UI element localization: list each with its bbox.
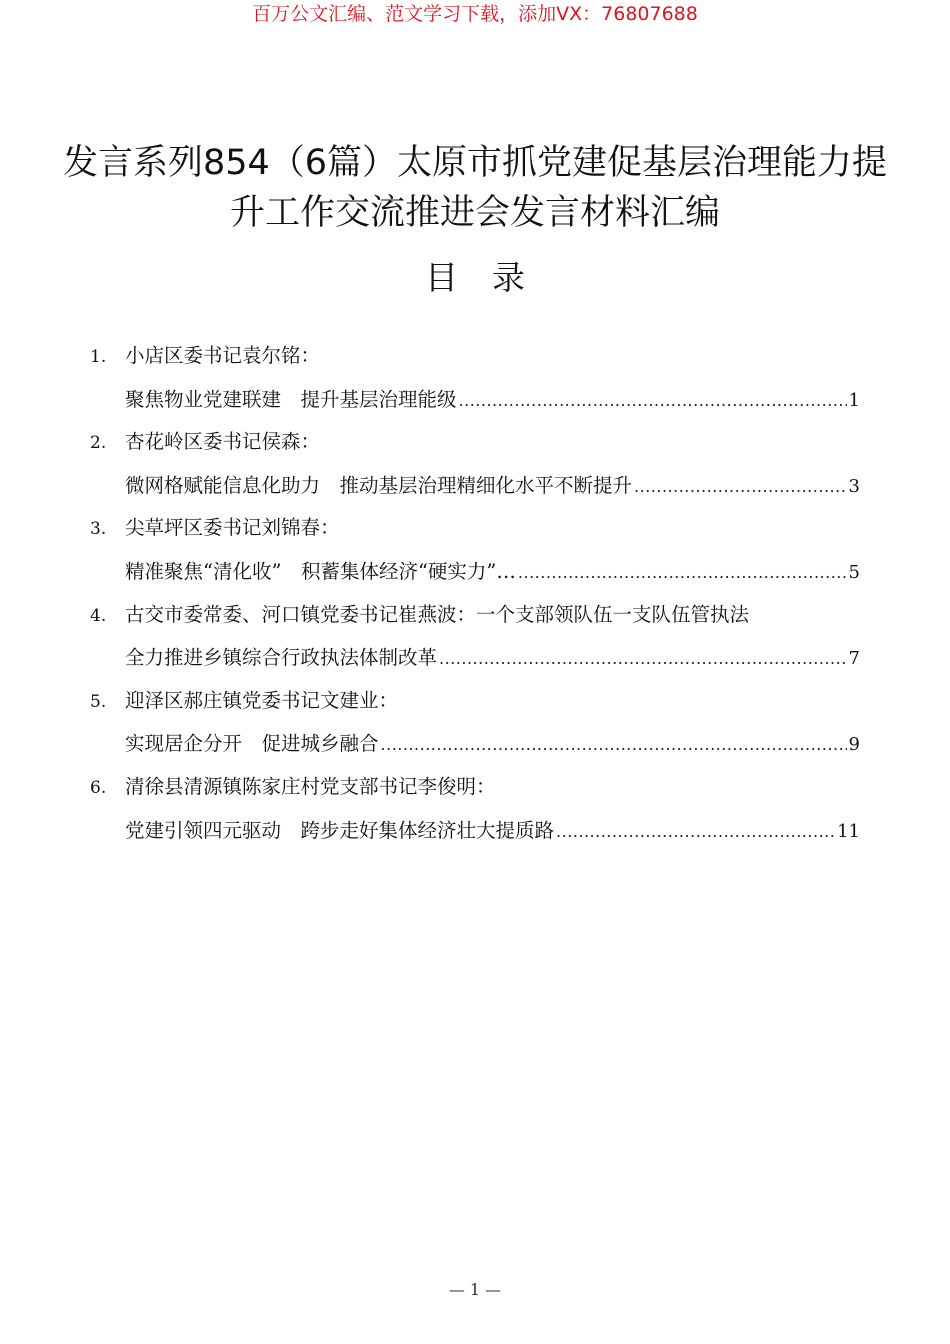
dot-leader	[459, 380, 847, 422]
document-title: 发言系列854（6篇）太原市抓党建促基层治理能力提升工作交流推进会发言材料汇编	[62, 143, 888, 233]
toc-entry-author: 杏花岭区委书记侯森：	[125, 430, 321, 454]
toc-entry[interactable]	[90, 594, 860, 680]
toc-entry-number: 5.	[90, 691, 107, 712]
toc-entry-page-number: 1	[848, 389, 860, 411]
toc-entry-title-line[interactable]	[90, 810, 860, 853]
dot-leader	[381, 724, 847, 766]
page-footer-number: — 1 —	[448, 1280, 502, 1299]
toc-entry[interactable]	[90, 335, 860, 421]
toc-entry-author-line	[90, 421, 860, 465]
toc-entry-title: 实现居企分开 促进城乡融合	[125, 732, 379, 756]
toc-entry-number: 4.	[90, 605, 107, 626]
toc-entry-title-line[interactable]	[90, 551, 860, 594]
toc-entry-author-line	[90, 680, 860, 724]
toc-entry-author-line	[90, 335, 860, 379]
toc-entry-page-number: 3	[848, 475, 860, 497]
toc-entry-title: 全力推进乡镇综合行政执法体制改革	[125, 646, 438, 670]
toc-entry[interactable]	[90, 421, 860, 507]
toc-entry-title-line[interactable]	[90, 379, 860, 422]
toc-entry-author-line	[90, 766, 860, 810]
toc-entry-author-line	[90, 594, 860, 638]
toc-entry[interactable]	[90, 680, 860, 766]
toc-entry-page-number: 11	[837, 820, 860, 842]
toc-entry-title: 聚焦物业党建联建 提升基层治理能级	[125, 387, 457, 411]
toc-entry-title-line[interactable]	[90, 723, 860, 766]
promo-banner: 百万公文汇编、范文学习下载，添加VX：76807688	[252, 3, 698, 25]
dot-leader	[556, 811, 835, 853]
dot-leader	[439, 638, 847, 680]
toc-entry[interactable]	[90, 766, 860, 852]
toc-entry-number: 3.	[90, 519, 107, 540]
toc-entry-author: 尖草坪区委书记刘锦春：	[125, 516, 340, 540]
toc-entry-author: 小店区委书记袁尔铭：	[125, 344, 321, 367]
table-of-contents	[90, 335, 860, 852]
toc-entry-title-line[interactable]	[90, 465, 860, 508]
toc-heading: 目录	[425, 258, 559, 297]
toc-entry-author: 迎泽区郝庄镇党委书记文建业：	[125, 688, 399, 712]
toc-entry-title: 精准聚焦“清化收” 积蓄集体经济“硬实力”…	[125, 559, 516, 583]
dot-leader	[634, 466, 847, 508]
toc-entry-author-line	[90, 507, 860, 551]
toc-entry-number: 1.	[90, 347, 107, 367]
toc-entry-author: 古交市委常委、河口镇党委书记崔燕波：一个支部领队伍一支队伍管执法	[125, 602, 750, 626]
toc-entry[interactable]	[90, 507, 860, 593]
toc-entry-author: 清徐县清源镇陈家庄村党支部书记李俊明：	[125, 774, 496, 798]
toc-entry-page-number: 9	[848, 734, 860, 756]
toc-entry-number: 6.	[90, 777, 107, 798]
toc-entry-page-number: 5	[848, 561, 860, 583]
toc-entry-number: 2.	[90, 433, 107, 454]
dot-leader	[518, 552, 847, 594]
toc-entry-page-number: 7	[848, 648, 860, 670]
toc-entry-title-line[interactable]	[90, 637, 860, 680]
toc-entry-title: 微网格赋能信息化助力 推动基层治理精细化水平不断提升	[125, 473, 633, 497]
toc-entry-title: 党建引领四元驱动 跨步走好集体经济壮大提质路	[125, 818, 555, 842]
